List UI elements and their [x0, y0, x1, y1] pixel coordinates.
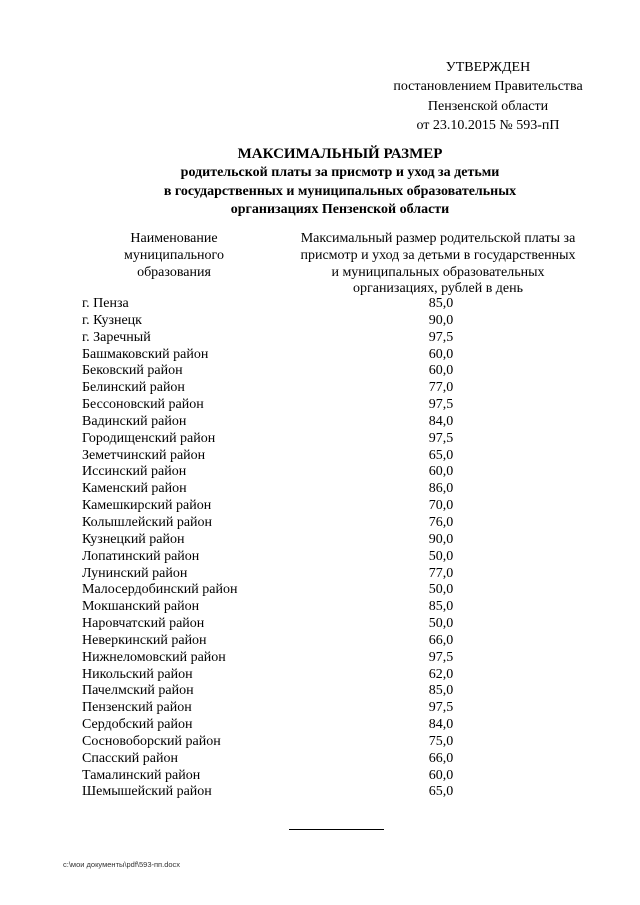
max-fee-value: 97,5 [428, 329, 454, 345]
municipality-name: Неверкинский район [82, 632, 207, 648]
municipality-name: Городищенский район [82, 430, 216, 446]
document-heading [60, 145, 620, 220]
table-row [82, 464, 582, 481]
approval-decree: постановлением Правительства [393, 79, 583, 95]
max-fee-value: 86,0 [428, 481, 454, 497]
end-rule-divider [289, 829, 384, 830]
table-row [82, 650, 582, 667]
approval-region: Пензенской области [427, 98, 549, 114]
table-row [82, 448, 582, 465]
max-fee-value: 84,0 [428, 717, 454, 733]
table-row [82, 784, 582, 801]
max-fee-value: 75,0 [428, 733, 454, 749]
table-row [82, 599, 582, 616]
municipality-name: Никольский район [82, 666, 193, 682]
municipality-name: Земетчинский район [82, 447, 206, 463]
municipality-name: Кузнецкий район [82, 531, 185, 547]
table-row [82, 481, 582, 498]
max-fee-value: 84,0 [428, 413, 454, 429]
max-fee-value: 90,0 [428, 531, 454, 547]
table-row [82, 347, 582, 364]
table-row [82, 768, 582, 785]
table-row [82, 330, 582, 347]
table-row [82, 397, 582, 414]
table-row [82, 498, 582, 515]
table-row [82, 683, 582, 700]
table-row [82, 431, 582, 448]
max-fee-value: 66,0 [428, 750, 454, 766]
column-header-line: Максимальный размер родительской платы за [300, 231, 576, 246]
municipality-name: г. Заречный [82, 329, 151, 345]
municipality-name: Сосновоборский район [82, 733, 221, 749]
table-row [82, 313, 582, 330]
table-row [82, 549, 582, 566]
municipality-name: Белинский район [82, 380, 185, 396]
municipality-name: Лопатинский район [82, 548, 200, 564]
max-fee-value: 66,0 [428, 632, 454, 648]
max-fee-value: 65,0 [428, 784, 454, 800]
municipality-name: Вадинский район [82, 413, 187, 429]
max-fee-value: 85,0 [428, 683, 454, 699]
column-header-line: Наименование [130, 231, 218, 246]
max-fee-value: 97,5 [428, 700, 454, 716]
municipality-name: Наровчатский район [82, 616, 205, 632]
column-header-line: организациях, рублей в день [352, 281, 524, 297]
max-fee-value: 76,0 [428, 514, 454, 530]
municipality-name: Бековский район [82, 363, 183, 379]
column-header-line: присмотр и уход за детьми в государственных [300, 247, 576, 263]
municipality-name: Иссинский район [82, 464, 187, 480]
max-fee-value: 85,0 [428, 296, 454, 311]
table-row [82, 566, 582, 583]
column-header-municipality [84, 231, 264, 281]
max-fee-value: 97,5 [428, 649, 454, 665]
max-fee-value: 77,0 [428, 380, 454, 396]
footer-file-path: c:\мои документы\pdf\593-пп.docx [63, 860, 181, 869]
table-row [82, 296, 582, 313]
table-row [82, 667, 582, 684]
table-row [82, 734, 582, 751]
table-row [82, 700, 582, 717]
table-row [82, 616, 582, 633]
max-fee-value: 90,0 [428, 312, 454, 328]
max-fee-value: 50,0 [428, 582, 454, 598]
municipality-name: Башмаковский район [82, 346, 209, 362]
municipality-name: Колышлейский район [82, 514, 213, 530]
municipality-name: Мокшанский район [82, 599, 200, 615]
table-row [82, 532, 582, 549]
max-fee-value: 60,0 [428, 363, 454, 379]
max-fee-value: 60,0 [428, 464, 454, 480]
table-row [82, 380, 582, 397]
approval-stamp [360, 58, 616, 135]
municipality-name: Лунинский район [82, 565, 188, 581]
column-header-max-fee [282, 231, 594, 298]
municipality-name: Спасский район [82, 750, 178, 766]
column-header-line: и муниципальных образовательных [331, 264, 545, 280]
municipality-name: г. Кузнецк [82, 312, 142, 328]
municipality-name: Пензенский район [82, 700, 192, 716]
max-fee-value: 70,0 [428, 498, 454, 514]
fee-table [82, 296, 582, 801]
max-fee-value: 65,0 [428, 447, 454, 463]
max-fee-value: 60,0 [428, 767, 454, 783]
max-fee-value: 97,5 [428, 430, 454, 446]
table-row [82, 515, 582, 532]
municipality-name: Шемышейский район [82, 784, 212, 800]
max-fee-value: 97,5 [428, 397, 454, 413]
table-row [82, 582, 582, 599]
document-title: МАКСИМАЛЬНЫЙ РАЗМЕР [237, 146, 443, 162]
max-fee-value: 50,0 [428, 616, 454, 632]
municipality-name: Бессоновский район [82, 397, 204, 413]
municipality-name: Пачелмский район [82, 683, 194, 699]
municipality-name: Сердобский район [82, 717, 193, 733]
column-header-line: образования [137, 264, 211, 280]
municipality-name: Нижнеломовский район [82, 649, 226, 665]
max-fee-value: 60,0 [428, 346, 454, 362]
approval-title: УТВЕРЖДЕН [445, 60, 531, 75]
table-row [82, 751, 582, 768]
municipality-name: Камешкирский район [82, 498, 212, 514]
max-fee-value: 85,0 [428, 599, 454, 615]
municipality-name: г. Пенза [82, 296, 129, 311]
max-fee-value: 77,0 [428, 565, 454, 581]
municipality-name: Малосердобинский район [82, 582, 238, 598]
municipality-name: Каменский район [82, 481, 187, 497]
table-row [82, 414, 582, 431]
table-row [82, 633, 582, 650]
max-fee-value: 50,0 [428, 548, 454, 564]
column-header-line: муниципального [124, 247, 224, 263]
max-fee-value: 62,0 [428, 666, 454, 682]
document-subtitle-line-2: в государственных и муниципальных образовательных [163, 183, 517, 199]
document-subtitle-line-1: родительской платы за присмотр и уход за детьми [180, 165, 500, 181]
approval-date-number: от 23.10.2015 № 593-пП [416, 117, 560, 133]
table-row [82, 717, 582, 734]
municipality-name: Тамалинский район [82, 767, 201, 783]
document-subtitle-line-3: организациях Пензенской области [230, 202, 450, 218]
table-row [82, 363, 582, 380]
